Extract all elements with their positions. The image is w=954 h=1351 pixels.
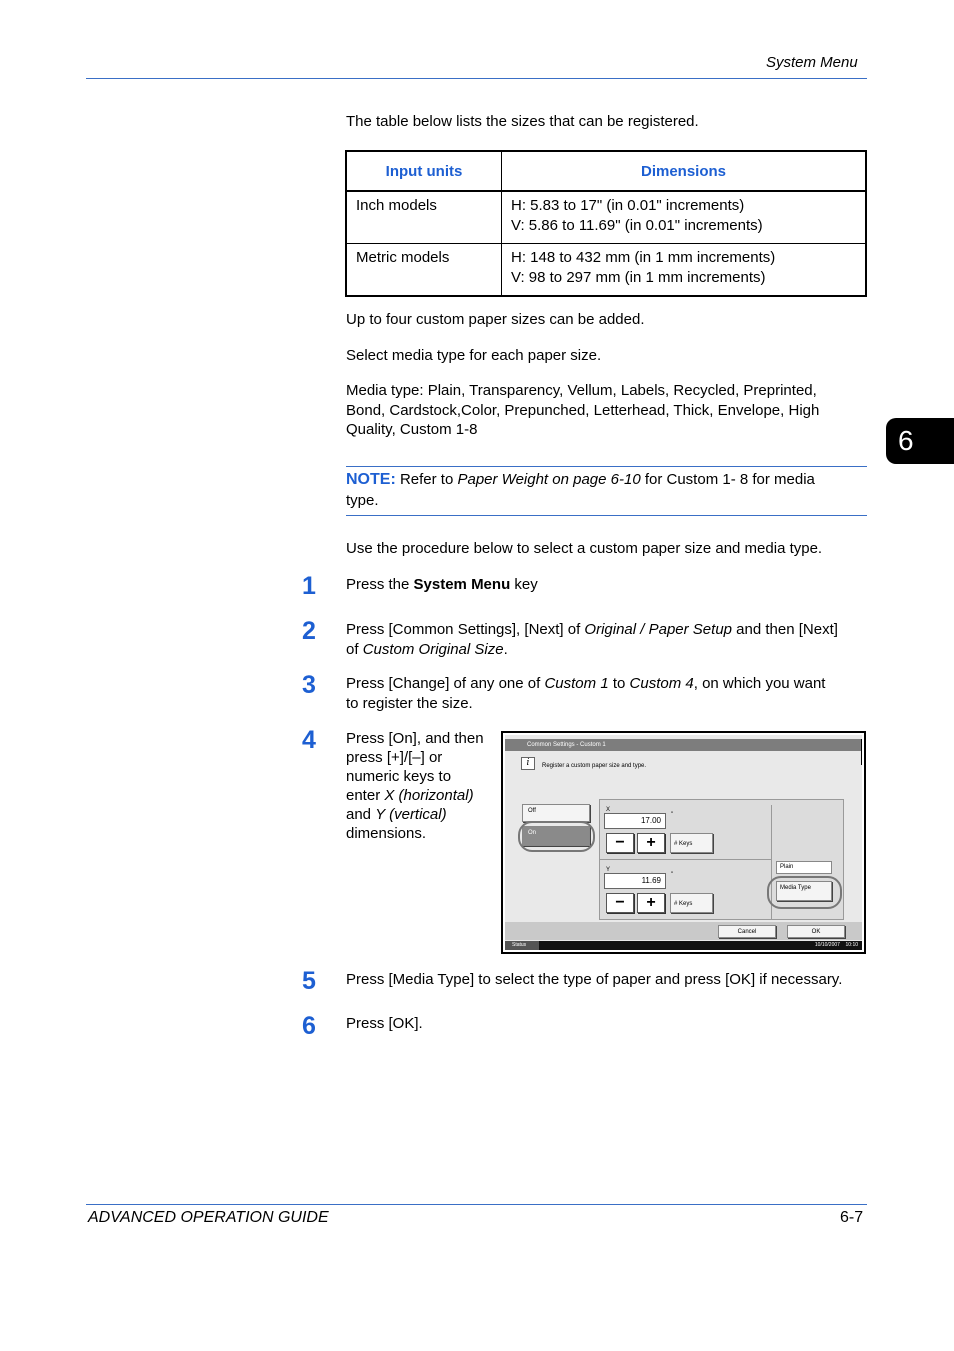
dimension-h: H: 5.83 to 17" (in 0.01" increments) <box>511 197 745 214</box>
paragraph-media-types <box>346 381 819 440</box>
step-5-text: Press [Media Type] to select the type of paper and press [OK] if necessary. <box>346 971 843 988</box>
step-number-5: 5 <box>302 967 316 995</box>
step-menu-name: Custom Original Size <box>362 640 504 658</box>
step-number-3: 3 <box>302 671 316 699</box>
procedure-intro: Use the procedure below to select a custom paper size and media type. <box>346 540 823 557</box>
note-text: type. <box>346 491 379 509</box>
note-text: Refer to <box>395 471 458 488</box>
chapter-tab: 6 <box>886 418 954 464</box>
status-bar <box>505 941 862 950</box>
table-header-row <box>346 151 866 191</box>
y-numeric-keys-button[interactable]: # Keys <box>670 893 713 913</box>
status-datetime: 10/10/2007 10:10 <box>814 942 858 948</box>
step-text: and <box>346 806 376 823</box>
screen-title: Common Settings - Custom 1 <box>505 739 861 751</box>
paragraph-max-sizes: Up to four custom paper sizes can be added. <box>346 311 645 328</box>
x-minus-button[interactable]: − <box>606 833 634 853</box>
step-text: and then [Next] <box>732 621 838 638</box>
dimension-v: V: 5.86 to 11.69" (in 0.01" increments) <box>511 216 763 234</box>
table-header-dimensions: Dimensions <box>502 151 867 191</box>
step-text: key <box>510 576 538 593</box>
step-text: Press [Common Settings], [Next] of <box>346 621 585 638</box>
footer-guide-title: ADVANCED OPERATION GUIDE <box>88 1209 329 1226</box>
media-types-line: Bond, Cardstock,Color, Prepunched, Letterhead, Thick, Envelope, High <box>346 401 820 419</box>
step-4-text <box>346 729 484 843</box>
panel-divider <box>600 859 772 860</box>
dimension-h: H: 148 to 432 mm (in 1 mm increments) <box>511 249 776 266</box>
step-text: . <box>503 640 508 658</box>
y-unit: " <box>671 872 674 878</box>
table-cell-dimensions <box>502 244 867 297</box>
screen-edge <box>861 739 862 765</box>
step-menu-name: Custom 1 <box>544 675 609 692</box>
status-button[interactable]: Status <box>505 941 539 950</box>
off-button[interactable]: Off <box>522 804 590 822</box>
y-plus-button[interactable]: + <box>637 893 665 913</box>
step-text: , on which you want <box>693 675 826 692</box>
step-number-1: 1 <box>302 572 316 600</box>
step-3-text <box>346 674 825 713</box>
footer-page-number: 6-7 <box>840 1209 864 1226</box>
step-text: Press [On], and then <box>346 730 484 747</box>
x-numeric-keys-button[interactable]: # Keys <box>670 833 713 853</box>
step-1-text <box>346 575 538 595</box>
step-number-2: 2 <box>302 617 316 645</box>
ok-button[interactable]: OK <box>787 925 845 938</box>
intro-text: The table below lists the sizes that can be registered. <box>346 113 699 130</box>
media-types-line: Media type: Plain, Transparency, Vellum, Labels, Recycled, Preprinted, <box>346 382 817 399</box>
table-cell-unit: Inch models <box>346 191 502 244</box>
media-type-button[interactable]: Media Type <box>776 881 832 901</box>
step-text: numeric keys to <box>346 768 452 785</box>
info-icon: i <box>521 757 535 770</box>
step-key-name: System Menu <box>413 576 511 593</box>
step-axis-name: X (horizontal) <box>384 787 474 804</box>
y-label: Y <box>606 867 611 873</box>
media-types-line: Quality, Custom 1-8 <box>346 421 478 438</box>
step-number-4: 4 <box>302 726 316 754</box>
header-rule <box>86 78 867 79</box>
highlight-circle <box>518 821 595 852</box>
footer-rule <box>86 1204 867 1205</box>
x-label: X <box>606 807 611 813</box>
on-button[interactable]: On <box>522 826 590 846</box>
note-reference: Paper Weight on page 6-10 <box>457 471 641 488</box>
y-value-field[interactable]: 11.69 <box>604 873 666 889</box>
table-row <box>346 244 866 297</box>
media-type-value: Plain <box>776 861 832 874</box>
step-text: press [+]/[–] or <box>346 749 443 766</box>
step-6-text: Press [OK]. <box>346 1015 423 1032</box>
screen-body <box>505 735 862 950</box>
step-text: of <box>346 640 363 658</box>
step-menu-name: Original / Paper Setup <box>584 621 733 638</box>
step-text: to register the size. <box>346 694 473 712</box>
dimension-v: V: 98 to 297 mm (in 1 mm increments) <box>511 268 766 286</box>
step-text: enter <box>346 787 385 804</box>
highlight-circle <box>767 876 842 909</box>
table-cell-unit: Metric models <box>346 244 502 297</box>
step-text: dimensions. <box>346 825 427 842</box>
table-row <box>346 191 866 244</box>
y-minus-button[interactable]: − <box>606 893 634 913</box>
table-header-input-units: Input units <box>346 151 502 191</box>
x-value-field[interactable]: 17.00 <box>604 813 666 829</box>
paragraph-select-media: Select media type for each paper size. <box>346 347 602 364</box>
x-plus-button[interactable]: + <box>637 833 665 853</box>
step-menu-name: Custom 4 <box>629 675 694 692</box>
step-number-6: 6 <box>302 1012 316 1040</box>
note-top-rule <box>346 466 867 467</box>
x-unit: " <box>671 812 674 818</box>
step-axis-name: Y (vertical) <box>375 806 447 823</box>
screen-message: Register a custom paper size and type. <box>542 763 647 769</box>
step-text: Press the <box>346 576 414 593</box>
step-text: to <box>608 675 630 692</box>
size-table <box>345 150 867 297</box>
running-header: System Menu <box>766 54 858 71</box>
step-2-text <box>346 620 838 659</box>
touch-panel-screenshot <box>501 731 866 954</box>
note-label: NOTE: <box>346 471 396 488</box>
table-cell-dimensions <box>502 191 867 244</box>
note-text: for Custom 1- 8 for media <box>640 471 815 488</box>
cancel-button[interactable]: Cancel <box>718 925 776 938</box>
note-box <box>346 470 867 510</box>
step-text: Press [Change] of any one of <box>346 675 545 692</box>
note-bottom-rule <box>346 515 867 516</box>
